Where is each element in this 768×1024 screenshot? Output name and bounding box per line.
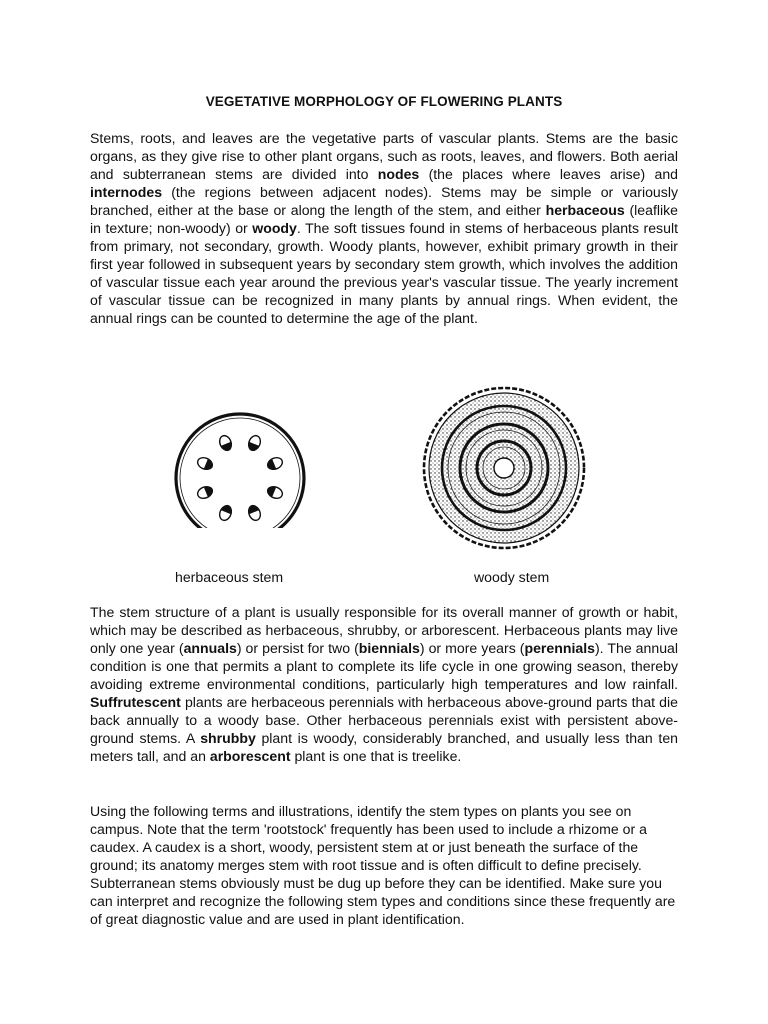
vascular-bundle xyxy=(196,456,215,472)
woody-stem-caption: woody stem xyxy=(474,569,550,585)
bold-term: arborescent xyxy=(209,748,291,764)
herbaceous-stem-illustration xyxy=(170,408,320,528)
bold-term: herbaceous xyxy=(545,202,625,218)
vascular-bundle xyxy=(196,484,215,500)
page-title: VEGETATIVE MORPHOLOGY OF FLOWERING PLANTS xyxy=(205,94,563,109)
bold-term: woody xyxy=(252,220,297,236)
text-run: (the places where leaves arise) and xyxy=(419,166,678,182)
vascular-bundle xyxy=(218,503,234,522)
intro-paragraph xyxy=(90,129,678,327)
text-run: plants are herbaceous perennials with herbaceous above-ground parts that die back annually to a woody base. Other herbaceous perennials exist with persistent above-ground stems. A xyxy=(90,694,678,746)
text-run: Stems, roots, and leaves are the vegetative parts of vascular plants. Stems are the basic organs, as they give rise to other plant organs, such as roots, leaves, and flowers. Both aerial and subterranean stems are divided into xyxy=(90,130,678,182)
vascular-bundle xyxy=(246,434,262,453)
text-run: (the regions between adjacent nodes). Stems may be simple or variously branched, either at the base or along the length of the stem, and either xyxy=(90,184,678,218)
bold-term: Suffrutescent xyxy=(90,694,181,710)
bold-term: perennials xyxy=(524,640,595,656)
bold-term: shrubby xyxy=(200,730,256,746)
text-run: The stem structure of a plant is usually responsible for its overall manner of growth or habit, which may be described as herbaceous, shrubby, or arborescent. Herbaceous plants may live only one year ( xyxy=(90,604,678,656)
text-run: ) or more years ( xyxy=(419,640,525,656)
text-run: ). The annual condition is one that permits a plant to complete its life cycle in one growing season, thereby avoiding extreme environmental conditions, particularly high temperatures and low rainfall. xyxy=(90,640,679,692)
bold-term: nodes xyxy=(377,166,420,182)
text-run: plant is one that is treelike. xyxy=(290,748,462,764)
herbaceous-stem-caption: herbaceous stem xyxy=(175,569,284,585)
instructions-paragraph xyxy=(90,802,678,928)
bold-term: annuals xyxy=(183,640,237,656)
woody-stem-illustration xyxy=(422,372,587,560)
vascular-bundle xyxy=(246,503,262,522)
text-run: (leaflike in texture; non-woody) or xyxy=(90,202,679,236)
text-run: Using the following terms and illustrations, identify the stem types on plants you see on campus. Note that the term 'rootstock' frequently has been used to include a rhizome or a caudex. A caudex is a short, woody, persistent stem at or just beneath the surface of the ground; its anatomy merges stem with root tissue and is often difficult to define precisely. Subterranean stems obviously must be dug up before they can be identified. Make sure you can interpret and recognize the following stem types and conditions since these frequently are of great diagnostic value and are used in plant identification. xyxy=(90,803,676,927)
bold-term: biennials xyxy=(358,640,420,656)
habit-paragraph xyxy=(90,603,678,765)
vascular-bundle xyxy=(265,456,284,472)
bold-term: internodes xyxy=(90,184,163,200)
text-run: plant is woody, considerably branched, and usually less than ten meters tall, and an xyxy=(90,730,678,764)
vascular-bundle xyxy=(265,484,284,500)
vascular-bundle xyxy=(218,434,234,453)
text-run: ) or persist for two ( xyxy=(236,640,359,656)
text-run: . The soft tissues found in stems of herbaceous plants result from primary, not secondary, growth. Woody plants, however, exhibit primary growth in their first year followed in subsequent years by secondary stem growth, which involves the addition of vascular tissue each year around the previous year's vascular tissue. The yearly increment of vascular tissue can be recognized in many plants by annual rings. When evident, the annual rings can be counted to determine the age of the plant. xyxy=(90,220,678,326)
